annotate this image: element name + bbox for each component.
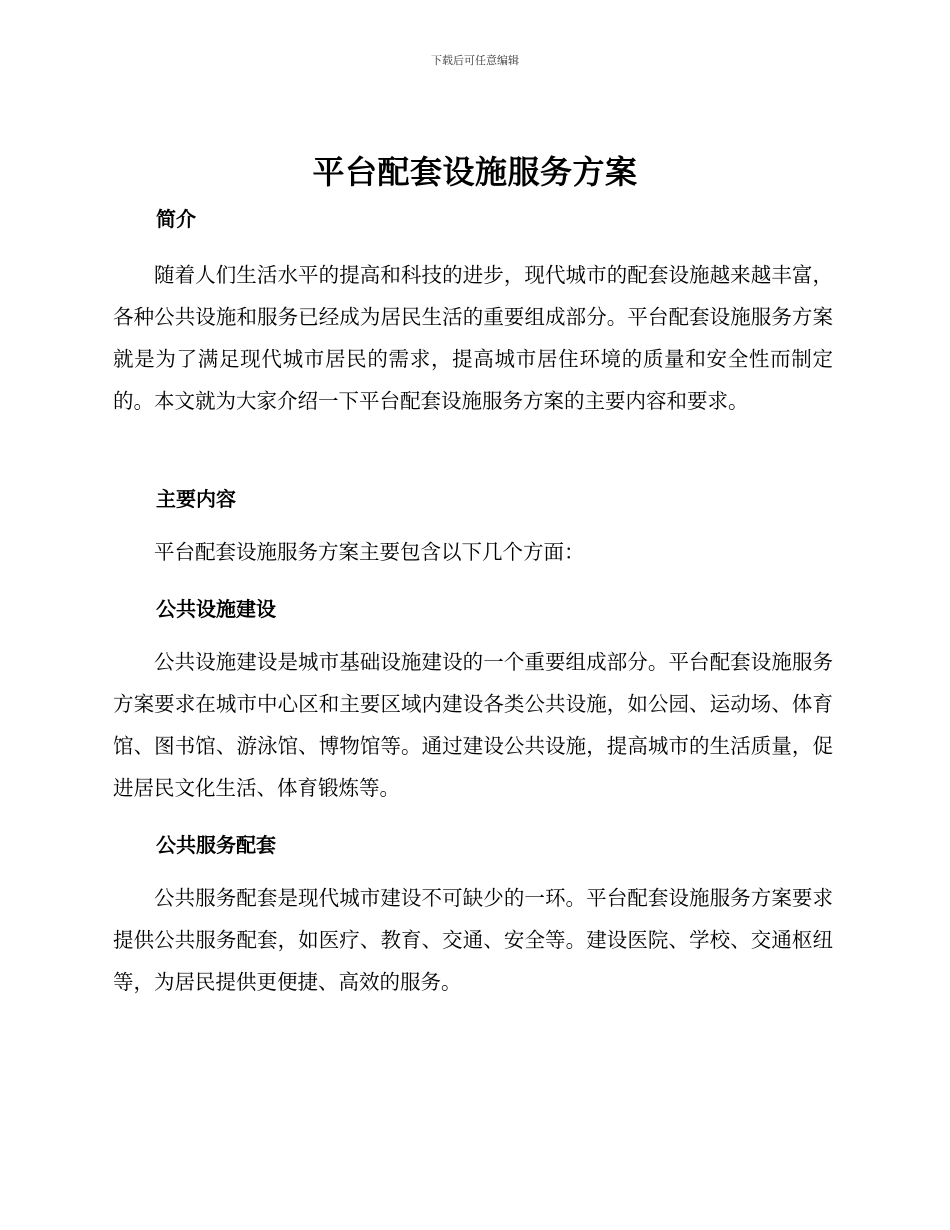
document-title: 平台配套设施服务方案 (312, 153, 638, 191)
paragraph-public-facilities: 公共设施建设是城市基础设施建设的一个重要组成部分。平台配套设施服务方案要求在城市中心区和主要区域内建设各类公共设施，如公园、运动场、体育馆、图书馆、游泳馆、博物馆等。通过建设公共设施，提高城市的生活质量，促进居民文化生活、体育锻炼等。 (113, 650, 833, 800)
paragraph-public-services: 公共服务配套是现代城市建设不可缺少的一环。平台配套设施服务方案要求提供公共服务配套，如医疗、教育、交通、安全等。建设医院、学校、交通枢纽等，为居民提供更便捷、高效的服务。 (113, 886, 833, 994)
paragraph-intro: 随着人们生活水平的提高和科技的进步，现代城市的配套设施越来越丰富，各种公共设施和服务已经成为居民生活的重要组成部分。平台配套设施服务方案就是为了满足现代城市居民的需求，提高城市居住环境的质量和安全性而制定的。本文就为大家介绍一下平台配套设施服务方案的主要内容和要求。 (113, 263, 833, 413)
section-heading-main-content: 主要内容 (156, 487, 236, 511)
paragraph-main-content: 平台配套设施服务方案主要包含以下几个方面： (154, 540, 585, 564)
section-heading-intro: 简介 (156, 207, 196, 231)
header-note: 下载后可任意编辑 (431, 54, 519, 67)
section-heading-public-facilities: 公共设施建设 (156, 597, 276, 621)
section-heading-public-services: 公共服务配套 (156, 833, 276, 857)
